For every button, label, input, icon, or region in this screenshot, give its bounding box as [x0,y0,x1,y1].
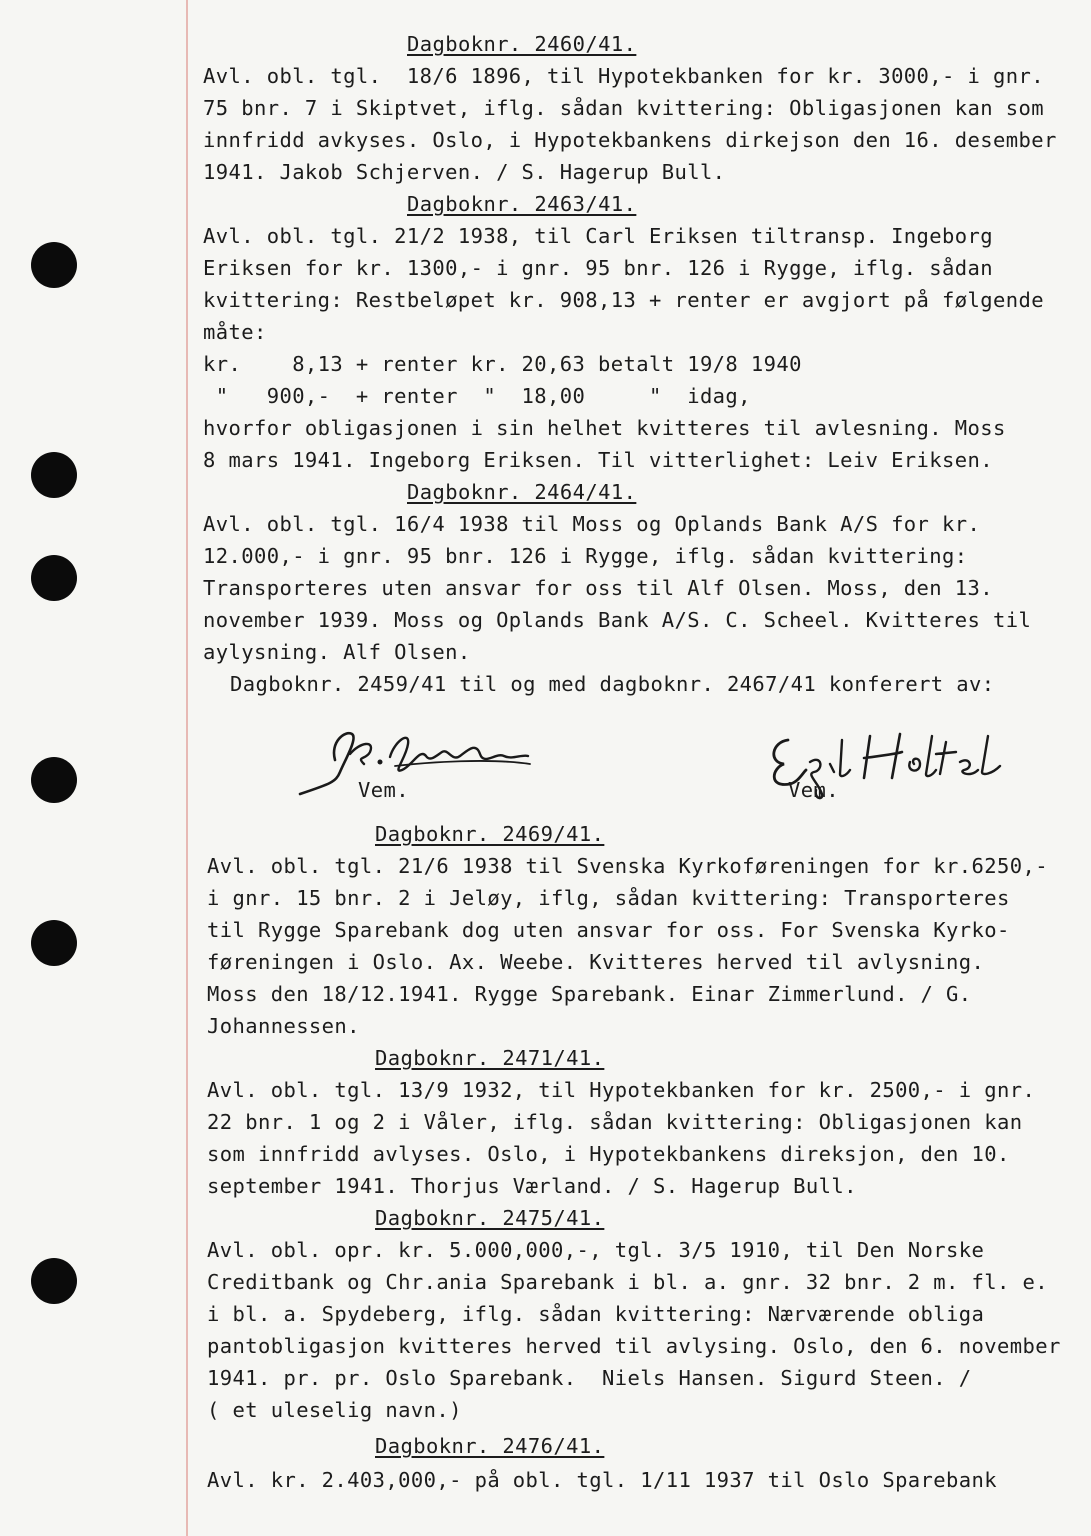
punch-hole [31,242,77,288]
entry-text-line: kr. 8,13 + renter kr. 20,63 betalt 19/8 1940 [203,352,802,376]
entry-text-line: 1941. pr. pr. Oslo Sparebank. Niels Hansen. Sigurd Steen. / [207,1366,972,1390]
entry-text-line: måte: [203,320,267,344]
punch-hole [31,555,77,601]
entry-text-line: 1941. Jakob Schjerven. / S. Hagerup Bull. [203,160,726,184]
margin-rule [186,0,188,1536]
entry-text-line: Creditbank og Chr.ania Sparebank i bl. a. gnr. 32 bnr. 2 m. fl. e. [207,1270,1048,1294]
entry-text-line: Avl. obl. tgl. 13/9 1932, til Hypotekbanken for kr. 2500,- i gnr. [207,1078,1036,1102]
entry-heading: Dagboknr. 2469/41. [375,822,605,846]
entry-heading: Dagboknr. 2476/41. [375,1434,605,1458]
entry-heading: Dagboknr. 2460/41. [407,32,637,56]
entry-text-line: til Rygge Sparebank dog uten ansvar for oss. For Svenska Kyrko- [207,918,1010,942]
entry-text-line: Johannessen. [207,1014,360,1038]
entry-text-line: Moss den 18/12.1941. Rygge Sparebank. Einar Zimmerlund. / G. [207,982,972,1006]
entry-text-line: Transporteres uten ansvar for oss til Alf Olsen. Moss, den 13. [203,576,994,600]
entry-text-line: september 1941. Thorjus Værland. / S. Hagerup Bull. [207,1174,857,1198]
signature-left [290,712,550,802]
entry-text-line: Avl. obl. opr. kr. 5.000,000,-, tgl. 3/5 1910, til Den Norske [207,1238,985,1262]
entry-heading: Dagboknr. 2475/41. [375,1206,605,1230]
entry-text-line: 8 mars 1941. Ingeborg Eriksen. Til vitterlighet: Leiv Eriksen. [203,448,994,472]
entry-text-line: 75 bnr. 7 i Skiptvet, iflg. sådan kvittering: Obligasjonen kan som [203,96,1044,120]
entry-text-line: november 1939. Moss og Oplands Bank A/S. C. Scheel. Kvitteres til [203,608,1032,632]
entry-text-line: innfridd avkyses. Oslo, i Hypotekbankens dirkejson den 16. desember [203,128,1057,152]
entry-heading: Dagboknr. 2463/41. [407,192,637,216]
konferert-line: Dagboknr. 2459/41 til og med dagboknr. 2467/41 konferert av: [230,672,995,696]
entry-text-line: 12.000,- i gnr. 95 bnr. 126 i Rygge, iflg. sådan kvittering: [203,544,968,568]
entry-text-line: Eriksen for kr. 1300,- i gnr. 95 bnr. 126 i Rygge, iflg. sådan [203,256,994,280]
signature-right-suffix: Vem. [788,778,839,802]
entry-text-line: Avl. obl. tgl. 18/6 1896, til Hypotekbanken for kr. 3000,- i gnr. [203,64,1044,88]
entry-text-line: Avl. kr. 2.403,000,- på obl. tgl. 1/11 1937 til Oslo Sparebank [207,1468,998,1492]
punch-hole [31,920,77,966]
punch-hole [31,1258,77,1304]
entry-text-line: 22 bnr. 1 og 2 i Våler, iflg. sådan kvittering: Obligasjonen kan [207,1110,1023,1134]
entry-text-line: føreningen i Oslo. Ax. Weebe. Kvitteres herved til avlysning. [207,950,985,974]
signature-left-suffix: Vem. [358,778,409,802]
entry-text-line: ( et uleselig navn.) [207,1398,462,1422]
entry-text-line: " 900,- + renter " 18,00 " idag, [203,384,751,408]
entry-text-line: i bl. a. Spydeberg, iflg. sådan kvittering: Nærværende obliga [207,1302,985,1326]
entry-text-line: i gnr. 15 bnr. 2 i Jeløy, iflg, sådan kvittering: Transporteres [207,886,1010,910]
punch-hole [31,757,77,803]
entry-text-line: Avl. obl. tgl. 21/6 1938 til Svenska Kyrkoføreningen for kr.6250,- [207,854,1048,878]
entry-text-line: Avl. obl. tgl. 16/4 1938 til Moss og Oplands Bank A/S for kr. [203,512,981,536]
entry-text-line: som innfridd avlyses. Oslo, i Hypotekbankens direksjon, den 10. [207,1142,1010,1166]
entry-text-line: hvorfor obligasjonen i sin helhet kvitteres til avlesning. Moss [203,416,1006,440]
entry-heading: Dagboknr. 2464/41. [407,480,637,504]
entry-heading: Dagboknr. 2471/41. [375,1046,605,1070]
punch-hole [31,452,77,498]
entry-text-line: pantobligasjon kvitteres herved til avlysing. Oslo, den 6. november [207,1334,1061,1358]
entry-text-line: Avl. obl. tgl. 21/2 1938, til Carl Eriksen tiltransp. Ingeborg [203,224,994,248]
entry-text-line: kvittering: Restbeløpet kr. 908,13 + renter er avgjort på følgende [203,288,1044,312]
entry-text-line: aylysning. Alf Olsen. [203,640,471,664]
